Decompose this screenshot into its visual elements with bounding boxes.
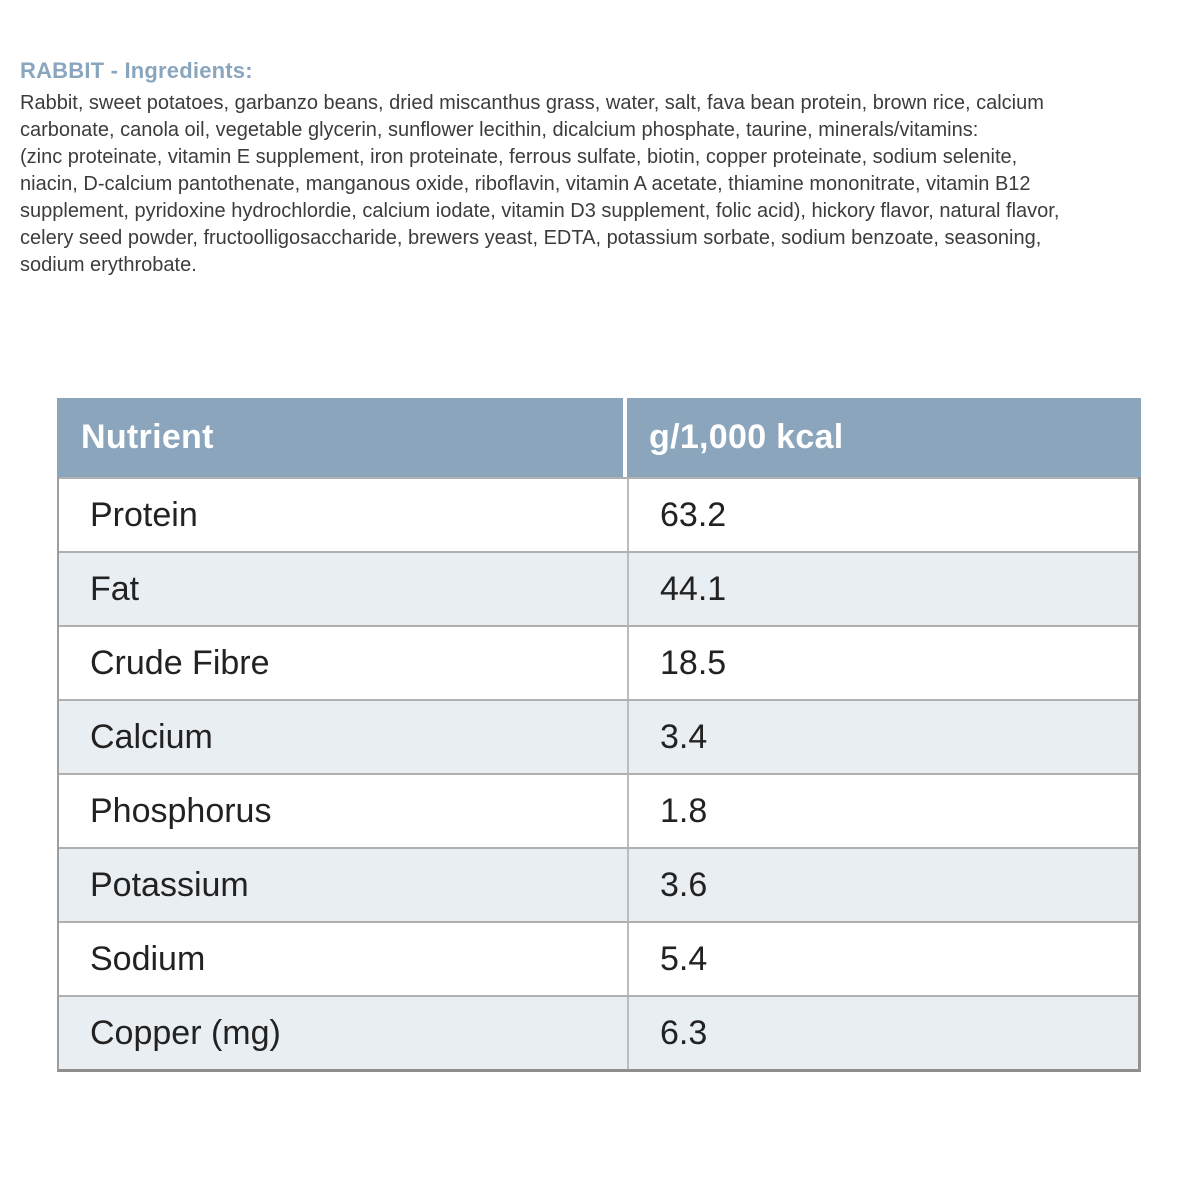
value-cell: 1.8: [627, 775, 1138, 847]
nutrient-cell: Protein: [90, 495, 198, 534]
column-header-g-per-1000kcal: g/1,000 kcal: [649, 418, 844, 456]
nutrient-cell: Crude Fibre: [90, 643, 270, 682]
nutrient-table: [57, 398, 1141, 1072]
table-header-row: [57, 398, 1141, 477]
nutrient-cell: Sodium: [90, 939, 206, 978]
ingredients-line: carbonate, canola oil, vegetable glycerin, sunflower lecithin, dicalcium phosphate, taurine, minerals/vitamins:: [20, 119, 979, 141]
value-cell: 5.4: [627, 923, 1138, 995]
ingredients-heading: RABBIT - Ingredients:: [20, 58, 253, 83]
value-cell: 63.2: [627, 479, 1138, 551]
nutrient-cell: Copper (mg): [90, 1013, 281, 1052]
table-row: [59, 551, 1138, 625]
table-row: [59, 773, 1138, 847]
nutrient-cell: Calcium: [90, 717, 213, 756]
value-cell: 3.6: [627, 849, 1138, 921]
value-cell: 18.5: [627, 627, 1138, 699]
ingredients-paragraph: [20, 90, 1059, 279]
ingredients-line: sodium erythrobate.: [20, 254, 197, 276]
ingredients-line: supplement, pyridoxine hydrochlordie, calcium iodate, vitamin D3 supplement, folic acid), hickory flavor, natural flavor,: [20, 200, 1060, 222]
table-row: [59, 477, 1138, 551]
nutrient-cell: Phosphorus: [90, 791, 272, 830]
table-row: [59, 625, 1138, 699]
nutrient-cell: Fat: [90, 569, 140, 608]
ingredients-line: celery seed powder, fructoolligosaccharide, brewers yeast, EDTA, potassium sorbate, sodium benzoate, seasoning,: [20, 227, 1042, 249]
ingredients-line: niacin, D-calcium pantothenate, manganous oxide, riboflavin, vitamin A acetate, thiamine mononitrate, vitamin B12: [20, 173, 1031, 195]
table-row: [59, 995, 1138, 1069]
value-cell: 3.4: [627, 701, 1138, 773]
ingredients-line: (zinc proteinate, vitamin E supplement, iron proteinate, ferrous sulfate, biotin, copper proteinate, sodium selenite,: [20, 146, 1018, 168]
value-cell: 6.3: [627, 997, 1138, 1069]
column-header-nutrient: Nutrient: [57, 398, 627, 477]
value-cell: 44.1: [627, 553, 1138, 625]
table-row: [59, 921, 1138, 995]
table-row: [59, 699, 1138, 773]
table-body: [57, 477, 1141, 1072]
table-row: [59, 847, 1138, 921]
nutrient-cell: Potassium: [90, 865, 249, 904]
ingredients-line: Rabbit, sweet potatoes, garbanzo beans, dried miscanthus grass, water, salt, fava bean protein, brown rice, calcium: [20, 92, 1044, 114]
